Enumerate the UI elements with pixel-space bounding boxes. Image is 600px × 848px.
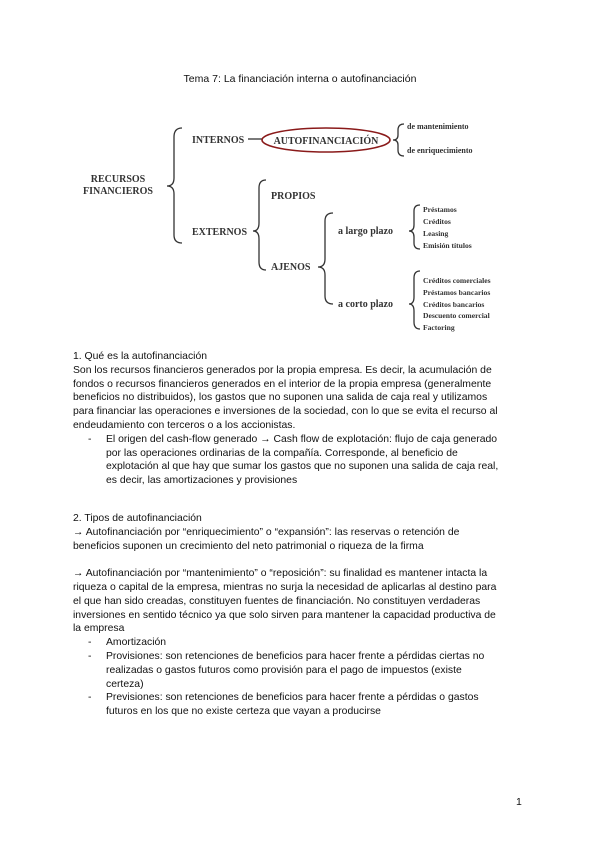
diagram-largo-item: Préstamos — [423, 205, 457, 214]
bullet-item — [88, 636, 533, 650]
bullet-line: realizadas o gastos futuros como provisión para el pago de impuestos (existe — [106, 664, 462, 676]
section-heading: 2. Tipos de autofinanciación — [73, 513, 202, 524]
diagram-root-line2: FINANCIEROS — [82, 186, 154, 197]
paragraph-line: endeudamiento con terceros o a los accionistas. — [73, 419, 296, 431]
bullet-item — [88, 433, 533, 488]
paragraph-line: riqueza o capital de la empresa, mientras no surja la necesidad de aplicarlas al destino para — [73, 581, 497, 593]
brace-corto — [409, 271, 420, 329]
diagram-externos: EXTERNOS — [192, 227, 248, 238]
diagram-internos: INTERNOS — [192, 135, 245, 146]
dash-marker: - — [88, 650, 92, 662]
bullet-line: El origen del cash-flow generado → Cash flow de explotación: flujo de caja generado — [106, 433, 498, 445]
diagram-ajenos: AJENOS — [271, 262, 311, 273]
paragraph-line: inversiones en sentido técnico ya que solo sirven para mantener la capacidad productiva de — [73, 609, 496, 621]
bullet-line: futuros en los que no existe certeza que vayan a producirse — [106, 706, 381, 718]
brace-ajenos — [318, 213, 333, 304]
bullet-item — [88, 691, 533, 719]
bullet-line: Previsiones: son retenciones de beneficios para hacer frente a pérdidas o gastos — [106, 692, 479, 704]
brace-auto — [393, 124, 404, 156]
bullet-line: explotación al que hay que sumar los gastos que no suponen una salida de caja real, — [106, 461, 499, 473]
diagram-corto-item: Créditos comerciales — [423, 276, 491, 285]
diagram-auto-item: de mantenimiento — [407, 122, 469, 131]
diagram-largo-item: Leasing — [423, 229, 449, 238]
paragraph-line: beneficios no distribuidos), los gastos que no suponen una salida de caja real y utilizamos — [73, 392, 488, 404]
paragraph-line: Son los recursos financieros generados por la propia empresa. Es decir, la acumulación de — [73, 364, 492, 376]
diagram-autofinanciacion: AUTOFINANCIACIÓN — [273, 136, 379, 147]
bullet-line: es decir, las amortizaciones y provisiones — [106, 475, 298, 487]
diagram-propios: PROPIOS — [271, 191, 316, 202]
diagram-corto-item: Préstamos bancarios — [423, 288, 491, 297]
bullet-line: Amortización — [106, 637, 167, 649]
paragraph-line: beneficios suponen un crecimiento del neto patrimonial o riqueza de la firma — [73, 540, 424, 552]
paragraph-line: → Autofinanciación por “mantenimiento” o “reposición”: su finalidad es mantener intacta la — [73, 568, 488, 580]
paragraph-line: → Autofinanciación por “enriquecimiento” o “expansión”: las reservas o retención de — [73, 526, 460, 538]
dash-marker: - — [88, 433, 92, 445]
paragraph-line: para financiar las operaciones e inversiones de la sociedad, con lo que se evita el recurso al — [73, 406, 498, 418]
paragraph-line: fondos o recursos financieros generados en el interior de la propia empresa (generalmente — [73, 378, 492, 390]
diagram-largo-item: Emisión títulos — [423, 241, 472, 250]
diagram-corto-item: Factoring — [423, 323, 455, 332]
section-heading: 1. Qué es la autofinanciación — [73, 351, 208, 362]
bullet-line: certeza) — [106, 678, 144, 690]
financing-diagram — [0, 0, 600, 345]
page-number: 1 — [516, 796, 522, 808]
diagram-corto-plazo: a corto plazo — [338, 299, 393, 310]
bullet-line: Provisiones: son retenciones de beneficios para hacer frente a pérdidas ciertas no — [106, 650, 485, 662]
page-title: Tema 7: La financiación interna o autofinanciación — [183, 73, 417, 85]
paragraph-line: la empresa — [73, 623, 125, 635]
diagram-largo-item: Créditos — [423, 217, 451, 226]
diagram-auto-item: de enriquecimiento — [407, 146, 473, 155]
brace-root — [167, 128, 182, 243]
paragraph-line: el que han sido creadas, constituyen fuentes de financiación. No constituyen verdaderas — [73, 595, 481, 607]
dash-marker: - — [88, 637, 92, 649]
bullet-line: por las operaciones ordinarias de la compañía. Corresponde, al beneficio de — [106, 447, 458, 459]
brace-largo — [409, 205, 420, 249]
brace-externos — [253, 180, 266, 270]
section-1 — [73, 350, 533, 488]
diagram-root-line1: RECURSOS — [90, 174, 146, 185]
diagram-corto-item: Créditos bancarios — [423, 300, 485, 309]
diagram-largo-plazo: a largo plazo — [338, 226, 393, 237]
bullet-item — [88, 650, 533, 691]
section-2 — [73, 512, 533, 719]
diagram-corto-item: Descuento comercial — [423, 311, 490, 320]
dash-marker: - — [88, 692, 92, 704]
